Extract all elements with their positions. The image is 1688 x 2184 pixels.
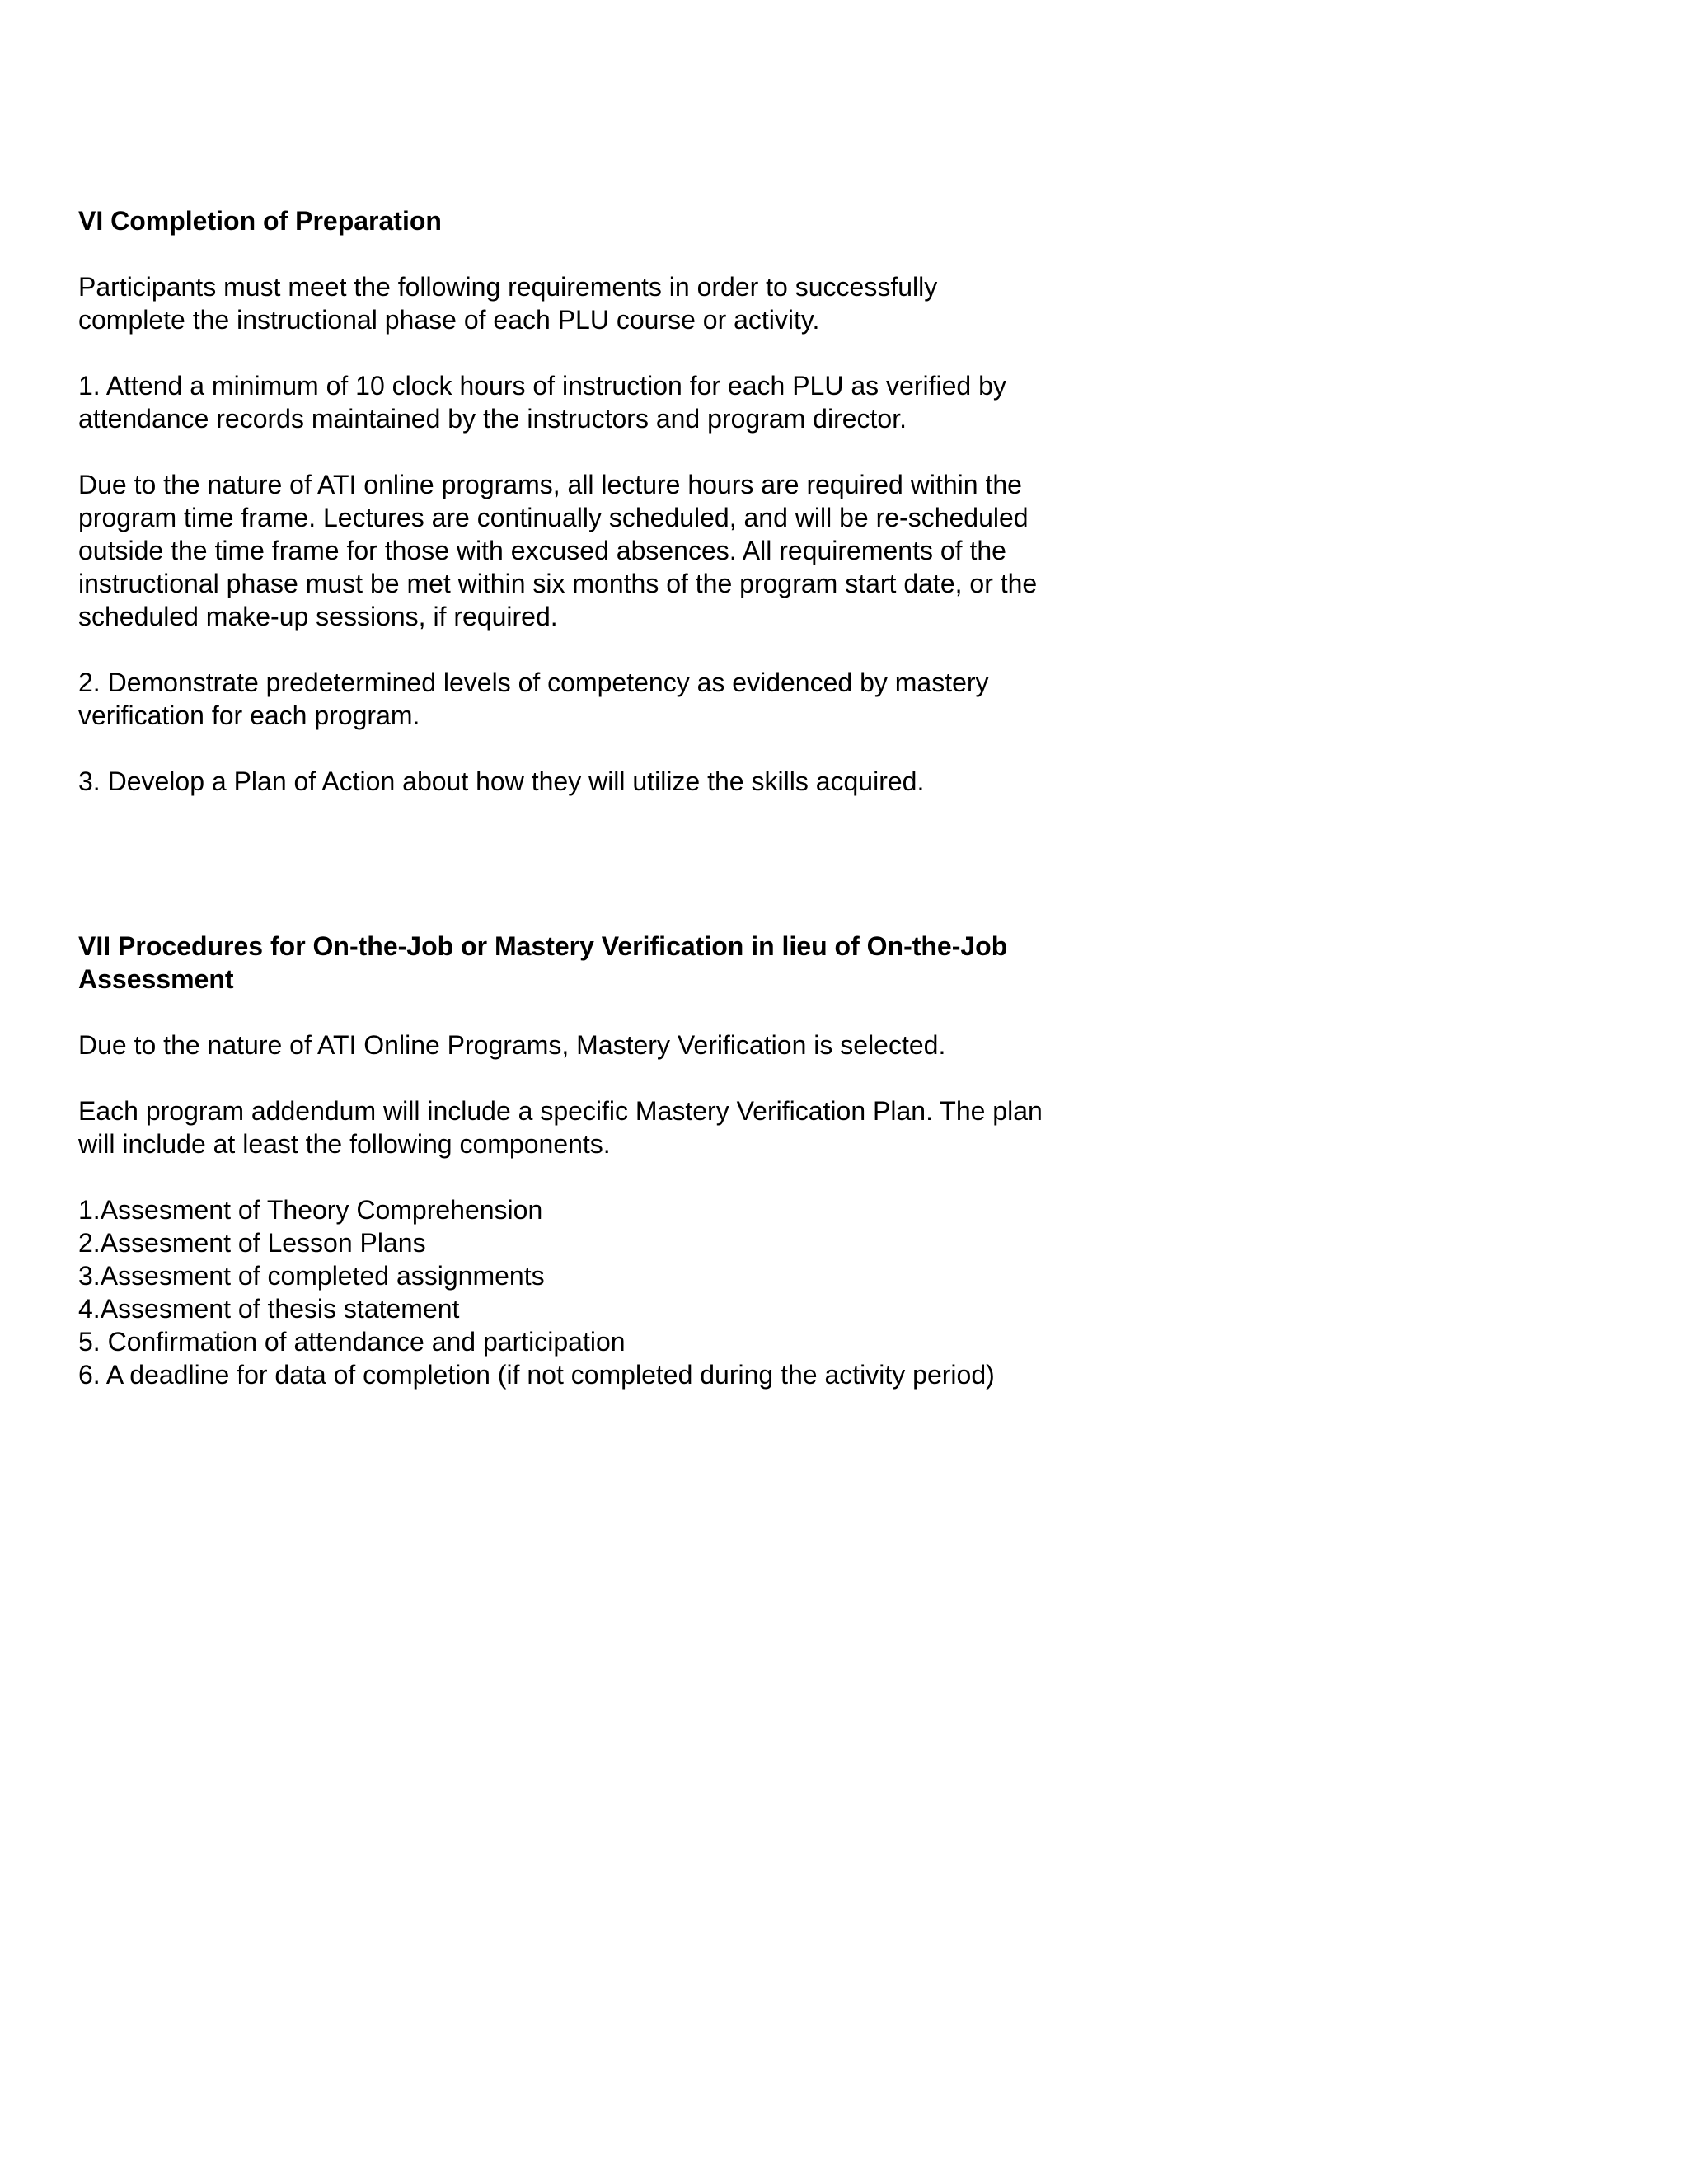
online-note-paragraph: Due to the nature of ATI online programs, all lecture hours are required within the program time frame. Lectures are continually scheduled, and will be re-scheduled outside the time frame for those with excused absences. All requirements of the instructional phase must be met within six months of the program start date, or the scheduled make-up sessions, if required.: [78, 470, 1038, 631]
list-item: 2.Assesment of Lesson Plans: [78, 1228, 426, 1258]
list-item: 3.Assesment of completed assignments: [78, 1261, 545, 1291]
requirement-3: 3. Develop a Plan of Action about how they will utilize the skills acquired.: [78, 766, 925, 796]
list-item: 1.Assesment of Theory Comprehension: [78, 1195, 543, 1225]
requirement-2: 2. Demonstrate predetermined levels of competency as evidenced by mastery verification for each program.: [78, 668, 989, 730]
list-item: 6. A deadline for data of completion (if not completed during the activity period): [78, 1360, 995, 1390]
section-spacer: [78, 798, 1051, 930]
intro-paragraph: Due to the nature of ATI Online Programs, Mastery Verification is selected.: [78, 1030, 946, 1060]
section-heading: VI Completion of Preparation: [78, 206, 442, 236]
section-heading: VII Procedures for On-the-Job or Mastery Verification in lieu of On-the-Job Assessment: [78, 931, 1008, 994]
section-completion-of-preparation: [78, 204, 1051, 798]
requirement-1: 1. Attend a minimum of 10 clock hours of instruction for each PLU as verified by attendance records maintained by the instructors and program director.: [78, 371, 1006, 434]
plan-paragraph: Each program addendum will include a specific Mastery Verification Plan. The plan will include at least the following components.: [78, 1096, 1043, 1159]
list-item: 4.Assesment of thesis statement: [78, 1294, 460, 1324]
list-item: 5. Confirmation of attendance and participation: [78, 1327, 626, 1357]
section-mastery-verification: [78, 930, 1051, 1391]
intro-paragraph: Participants must meet the following requirements in order to successfully complete the instructional phase of each PLU course or activity.: [78, 272, 938, 335]
document-page: [78, 204, 1051, 1391]
components-list: [78, 1193, 1051, 1391]
